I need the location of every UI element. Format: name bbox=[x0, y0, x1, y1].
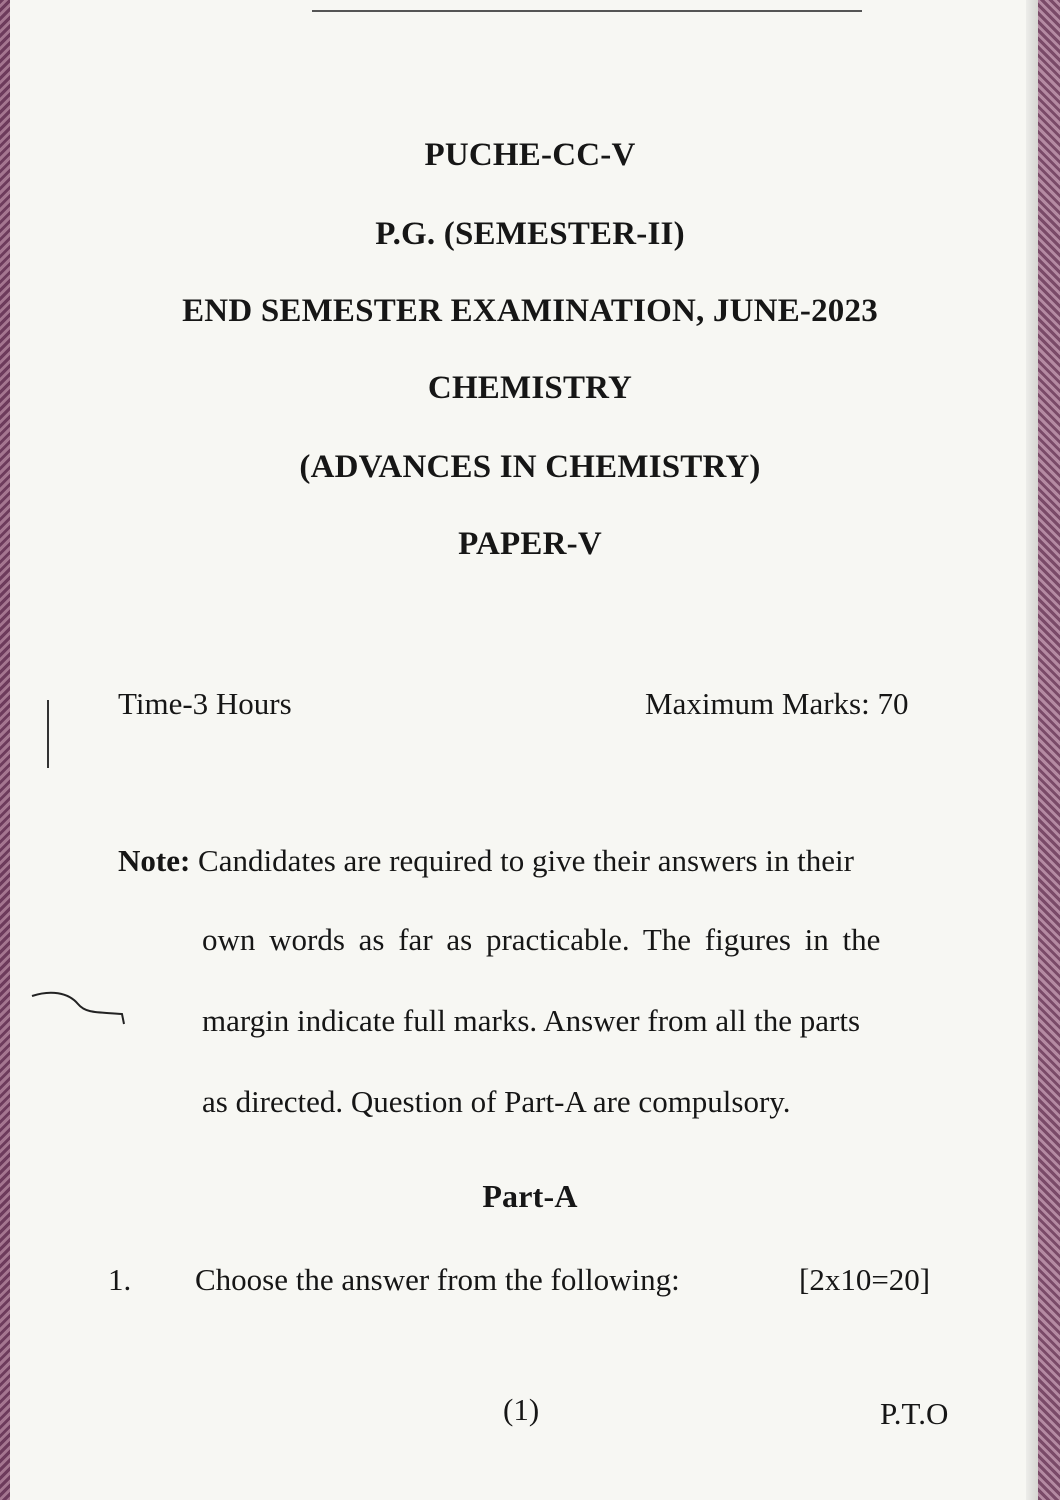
page-number: (1) bbox=[503, 1392, 540, 1427]
note-line-3: margin indicate full marks. Answer from all the parts bbox=[202, 1003, 861, 1038]
question-marks: [2x10=20] bbox=[799, 1262, 931, 1297]
paper-code: PUCHE-CC-V bbox=[424, 137, 636, 173]
paper-number: PAPER-V bbox=[458, 526, 602, 562]
question-text: Choose the answer from the following: bbox=[195, 1262, 680, 1297]
margin-pen-mark bbox=[47, 700, 49, 768]
question-number: 1. bbox=[108, 1262, 132, 1297]
part-a-title: Part-A bbox=[482, 1178, 578, 1214]
note-line-4: as directed. Question of Part-A are compulsory. bbox=[202, 1084, 791, 1119]
note-text-1: Candidates are required to give their answers in their bbox=[198, 843, 854, 878]
course-title: (ADVANCES IN CHEMISTRY) bbox=[299, 449, 761, 485]
maximum-marks: Maximum Marks: 70 bbox=[645, 686, 909, 721]
note-label: Note: bbox=[118, 843, 191, 878]
handwritten-pen-mark bbox=[30, 988, 130, 1028]
top-rule bbox=[312, 10, 862, 12]
time-allowed: Time-3 Hours bbox=[118, 686, 292, 721]
subject-title: CHEMISTRY bbox=[427, 370, 633, 406]
please-turn-over: P.T.O bbox=[880, 1396, 949, 1431]
note-line-2: own words as far as practicable. The figures in the bbox=[202, 922, 881, 957]
program-title: P.G. (SEMESTER-II) bbox=[375, 216, 685, 252]
note-line-1 bbox=[118, 843, 854, 879]
exam-title: END SEMESTER EXAMINATION, JUNE-2023 bbox=[182, 293, 878, 329]
